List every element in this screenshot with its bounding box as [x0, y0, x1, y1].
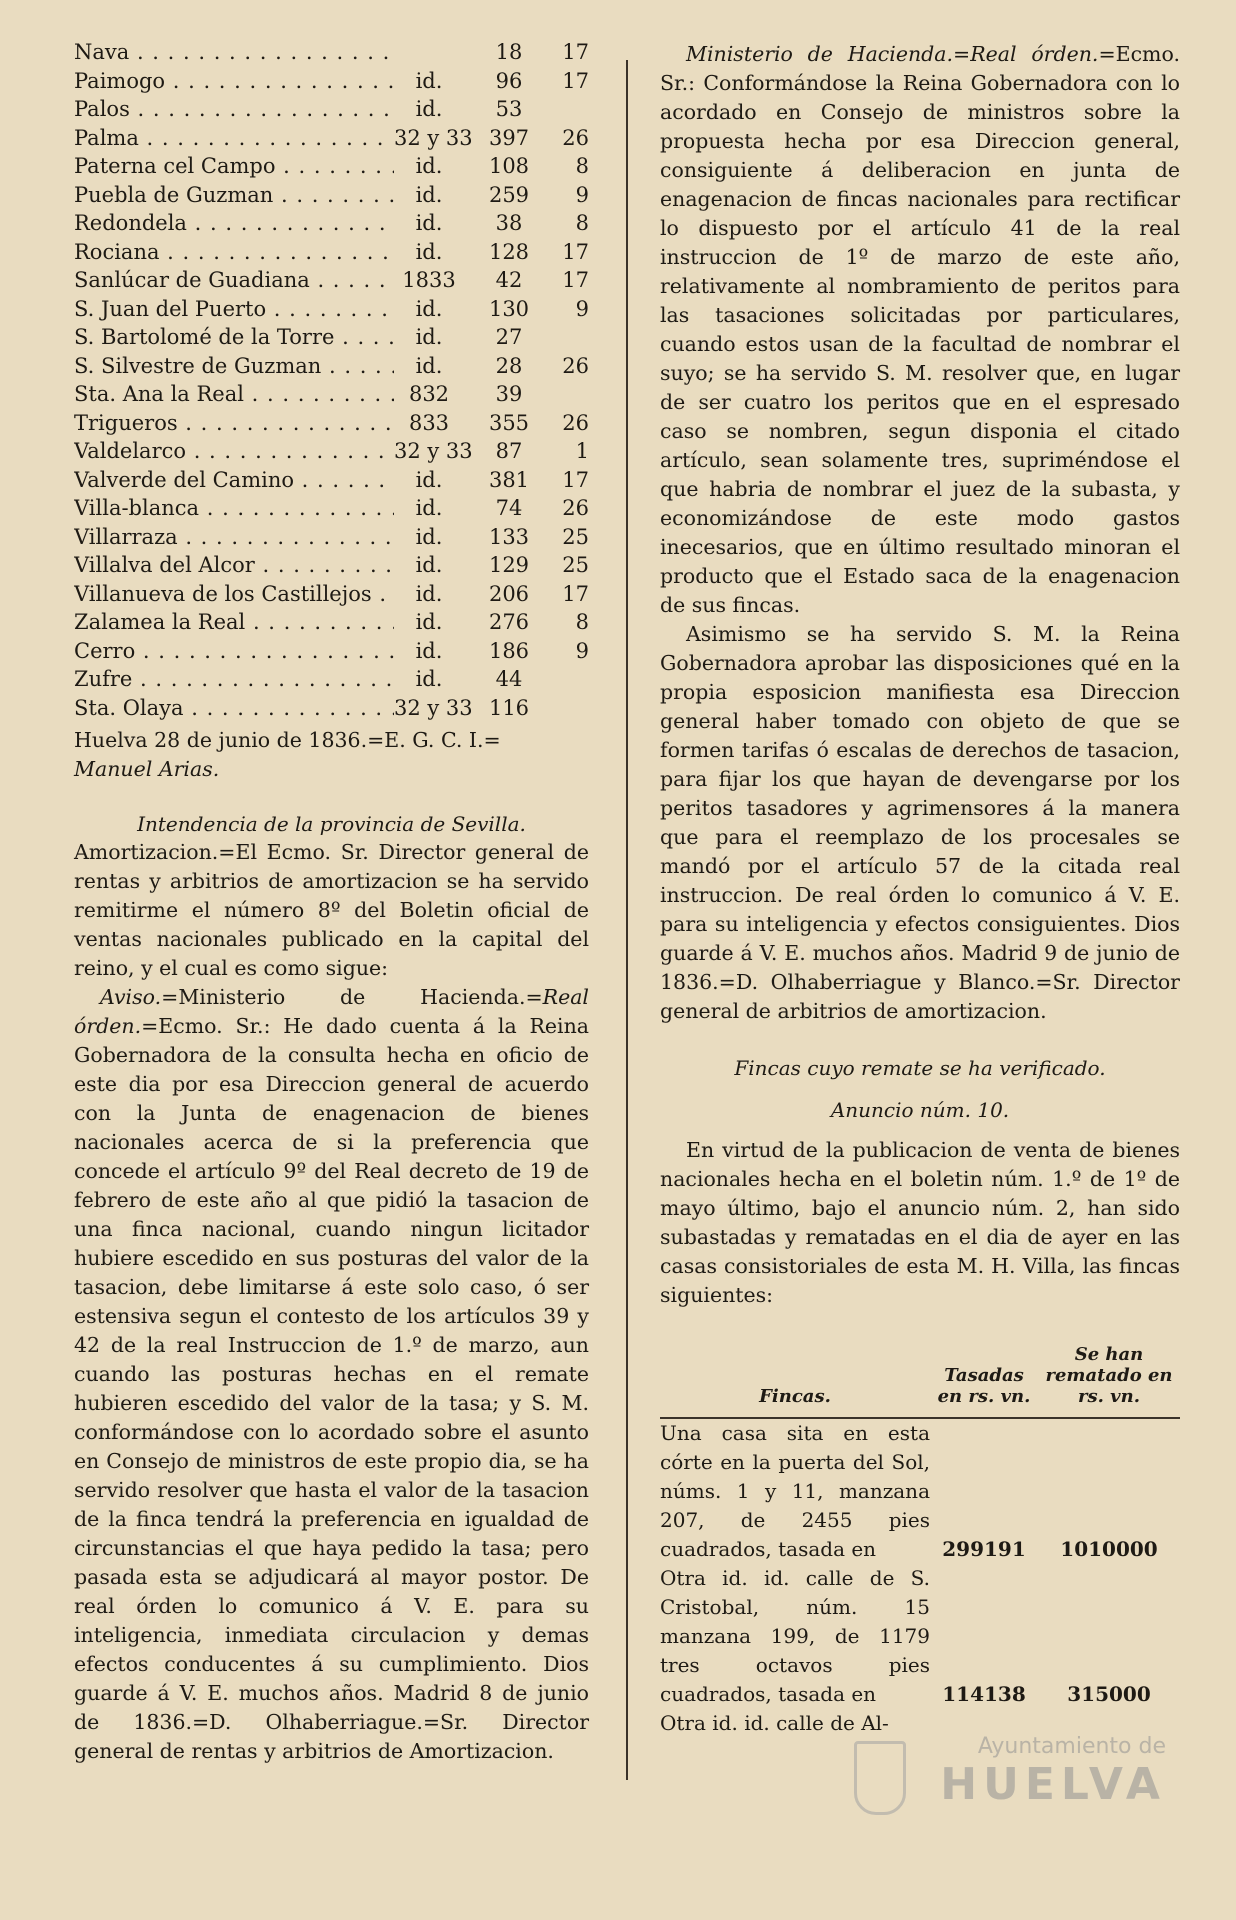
town-name: Rociana . . .: [74, 240, 394, 264]
amount-cell: 39: [495, 382, 523, 406]
amount-cell: 276: [488, 610, 530, 634]
watermark: [940, 1734, 1166, 1810]
town-name: Palos . . .: [74, 97, 394, 121]
amount-cell: 355: [488, 410, 530, 435]
tasada-value: 114138: [942, 1682, 1026, 1706]
balance-cell: 17: [562, 40, 589, 64]
town-name: S. Silvestre de Guzman . . .: [74, 354, 394, 378]
table-row: [74, 183, 589, 212]
table-row: [74, 610, 589, 639]
year-cell: 32 y 33: [394, 125, 473, 150]
fincas-table: [660, 1340, 1180, 1738]
amount-cell: 206: [488, 581, 530, 606]
year-cell: id.: [415, 667, 443, 691]
balance-cell: 26: [562, 496, 589, 520]
balance-cell: 17: [562, 581, 589, 606]
amount-cell: 133: [488, 524, 530, 549]
balance-cell: 17: [562, 467, 589, 492]
finca-description: Otra id. id. calle de Al-: [660, 1711, 889, 1735]
amount-cell: 18: [495, 40, 523, 64]
balance-cell: 9: [575, 182, 589, 207]
table-row: [74, 211, 589, 240]
amount-cell: 27: [495, 325, 523, 349]
left-column: [74, 40, 589, 1766]
year-cell: id.: [415, 467, 443, 492]
town-name: Cerro . . .: [74, 639, 394, 663]
town-name: Valdelarco . . .: [74, 439, 394, 463]
year-cell: id.: [415, 182, 443, 207]
year-cell: id.: [415, 581, 443, 606]
balance-cell: 9: [575, 638, 589, 663]
header-fincas: Fincas.: [660, 1340, 930, 1418]
table-row: [74, 354, 589, 383]
table-row: [74, 411, 589, 440]
year-cell: 833: [408, 410, 450, 435]
town-name: S. Bartolomé de la Torre . . .: [74, 325, 394, 349]
amount-cell: 28: [495, 353, 523, 378]
huelva-date-line: Huelva 28 de junio de 1836.=E. G. C. I.=: [74, 728, 501, 752]
amount-cell: 129: [488, 553, 530, 577]
table-row: [660, 1418, 1180, 1564]
amount-cell: 128: [488, 239, 530, 264]
ministerio-paragraph: Ministerio de Hacienda.=Real órden.=Ecmo. Sr.: Conformándose la Reina Gobernadora con lo acordado en Consejo de ministros sobre la propuesta hecha por esa Direccion general, consiguiente á deliberacion en junta de enagenacion de fincas nacionales para rectificar lo dispuesto por el artículo 41 de la real instruccion de 1º de marzo de este año, relativamente al nombramiento de peritos para las tasaciones solicitadas por particulares, cuando estos usan de la facultad de nombrar el suyo; se ha servido S. M. resolver que, en lugar de ser cuatro los peritos que en el espresado caso se nombren, segun disponia el citado artículo, sean solamente tres, supriméndose el que habria de nombrar el juez de la subasta, y economizándose de este modo gastos inecesarios, que en último resultado minoran el producto que el Estado saca de la enagenacion de sus fincas.: [660, 42, 1180, 617]
town-name: Valverde del Camino . . .: [74, 468, 394, 492]
amount-cell: 42: [495, 268, 523, 292]
fincas-heading: Fincas cuyo remate se ha verificado.: [734, 1056, 1106, 1080]
table-row: [74, 325, 589, 354]
table-row: [74, 97, 589, 126]
amount-cell: 44: [495, 667, 523, 691]
tasada-value: 299191: [942, 1537, 1026, 1561]
town-name: S. Juan del Puerto . . .: [74, 297, 394, 321]
table-row: [74, 126, 589, 155]
year-cell: 1833: [402, 268, 456, 292]
asimismo-paragraph: Asimismo se ha servido S. M. la Reina Gobernadora aprobar las disposiciones qué en la propia esposicion manifiesta esa Direccion general haber tomado con objeto de que se formen tarifas ó escalas de derechos de tasacion, para fijar los que hayan de devengarse por los peritos tasadores y agrimensores á la manera que para el reemplazo de los procesales se mandó por el artículo 57 de la citada real instruccion. De real órden lo comunico á V. E. para su inteligencia y efectos consiguientes. Dios guarde á V. E. muchos años. Madrid 9 de junio de 1836.=D. Olhaberriague y Blanco.=Sr. Director general de arbitrios de amortizacion.: [660, 622, 1180, 1023]
amount-cell: 87: [495, 439, 523, 463]
balance-cell: 25: [562, 524, 589, 549]
table-row: [660, 1564, 1180, 1709]
year-cell: 832: [408, 382, 450, 406]
right-column: [660, 40, 1180, 1738]
balance-cell: 1: [575, 439, 589, 463]
year-cell: id.: [415, 296, 443, 321]
finca-description: Una casa sita en esta córte en la puerta del Sol, núms. 1 y 11, manzana 207, de 2455 pies cuadrados, tasada en: [660, 1421, 930, 1561]
table-row: [74, 696, 589, 725]
amount-cell: 116: [488, 695, 530, 720]
table-row: [74, 525, 589, 554]
table-row: [74, 69, 589, 98]
balance-cell: 8: [575, 211, 589, 235]
town-name: Sta. Olaya . . .: [74, 696, 394, 720]
amortizacion-paragraph: Amortizacion.=El Ecmo. Sr. Director general de rentas y arbitrios de amortizacion se ha servido remitirme el número 8º del Boletin oficial de ventas nacionales publicado en la capital del reino, y el cual es como sigue:: [74, 840, 589, 980]
year-cell: id.: [415, 553, 443, 577]
town-name: Villanueva de los Castillejos . . .: [74, 582, 394, 606]
year-cell: id.: [415, 97, 443, 121]
table-row: [74, 582, 589, 611]
amount-cell: 53: [495, 97, 523, 121]
watermark-line1: Ayuntamiento de: [977, 1734, 1166, 1759]
table-row: [74, 496, 589, 525]
town-name: Palma . . .: [74, 126, 394, 150]
remate-value: 315000: [1067, 1682, 1151, 1706]
town-name: Puebla de Guzman . . .: [74, 183, 394, 207]
town-name: Paimogo . . .: [74, 69, 394, 93]
year-cell: id.: [415, 239, 443, 264]
year-cell: id.: [415, 211, 443, 235]
table-row: [74, 439, 589, 468]
town-list: [74, 40, 589, 724]
town-name: Paterna cel Campo . . .: [74, 154, 394, 178]
en-virtud-paragraph: En virtud de la publicacion de venta de bienes nacionales hecha en el boletin núm. 1.º de 1º de mayo último, bajo el anuncio núm. 2, han sido subastadas y rematadas en el dia de ayer en las casas consistoriales de esta M. H. Villa, las fincas siguientes:: [660, 1138, 1180, 1307]
year-cell: id.: [415, 325, 443, 349]
balance-cell: 17: [562, 239, 589, 264]
town-name: Zalamea la Real . . .: [74, 610, 394, 634]
header-rematado: Se han rematado en rs. vn.: [1038, 1340, 1180, 1418]
table-row: [74, 297, 589, 326]
year-cell: 32 y 33: [394, 439, 473, 463]
column-divider: [626, 60, 628, 1780]
header-tasadas: Tasadas en rs. vn.: [930, 1340, 1038, 1418]
town-name: Nava . . .: [74, 40, 394, 64]
signature-name: Manuel Arias.: [74, 757, 220, 781]
year-cell: id.: [415, 638, 443, 663]
aviso-paragraph: Aviso.=Ministerio de Hacienda.=Real órden.=Ecmo. Sr.: He dado cuenta á la Reina Gobernadora de la consulta hecha en oficio de este dia por esa Direccion general de acuerdo con la Junta de enagenacion de bienes nacionales acerca de si la preferencia que concede el artículo 9º del Real decreto de 19 de febrero de este año al que pidió la tasacion de una finca nacional, cuando ningun licitador hubiere escedido en sus posturas del valor de la tasacion, debe limitarse á este solo caso, ó ser estensiva segun el contesto de los artículos 39 y 42 de la real Instruccion de 1.º de marzo, aun cuando las posturas hechas en el remate hubieren escedido del valor de la tasa; y S. M. conformándose con lo acordado sobre el asunto en Consejo de ministros de este propio dia, se ha servido resolver que hasta el valor de la tasacion de la finca tendrá la preferencia en igualdad de circunstancias el que haya pedido la tasa; pero pasada esta se adjudicará al mayor postor. De real órden lo comunico á V. E. para su inteligencia, inmediata circulacion y demas efectos conducentes á su cumplimiento. Dios guarde á V. E. muchos años. Madrid 8 de junio de 1836.=D. Olhaberriague.=Sr. Director general de rentas y arbitrios de Amortizacion.: [74, 985, 589, 1763]
balance-cell: 26: [562, 353, 589, 378]
town-name: Trigueros . . .: [74, 411, 394, 435]
balance-cell: 25: [562, 553, 589, 577]
table-row: [74, 154, 589, 183]
amount-cell: 397: [488, 125, 530, 150]
remate-value: 1010000: [1060, 1537, 1158, 1561]
town-name: Villarraza . . .: [74, 525, 394, 549]
table-row: [74, 382, 589, 411]
year-cell: id.: [415, 496, 443, 520]
town-name: Villa-blanca . . .: [74, 496, 394, 520]
balance-cell: 17: [562, 268, 589, 292]
table-row: [74, 40, 589, 69]
amount-cell: 381: [488, 467, 530, 492]
balance-cell: 8: [575, 610, 589, 634]
table-row: [74, 639, 589, 668]
table-row: [74, 468, 589, 497]
amount-cell: 74: [495, 496, 523, 520]
table-row: [74, 268, 589, 297]
year-cell: id.: [415, 353, 443, 378]
year-cell: id.: [415, 610, 443, 634]
year-cell: id.: [415, 154, 443, 178]
town-name: Sanlúcar de Guadiana . . .: [74, 268, 394, 292]
balance-cell: 26: [562, 410, 589, 435]
intendencia-heading: Intendencia de la provincia de Sevilla.: [137, 812, 526, 836]
table-row: [74, 667, 589, 696]
town-name: Sta. Ana la Real . . .: [74, 382, 394, 406]
crest-icon: [854, 1741, 906, 1815]
watermark-line2: HUELVA: [940, 1759, 1166, 1810]
year-cell: id.: [415, 68, 443, 93]
amount-cell: 38: [495, 211, 523, 235]
amount-cell: 108: [488, 154, 530, 178]
balance-cell: 8: [575, 154, 589, 178]
amount-cell: 259: [488, 182, 530, 207]
table-row: [74, 553, 589, 582]
amount-cell: 96: [495, 68, 523, 93]
anuncio-heading: Anuncio núm. 10.: [830, 1098, 1010, 1122]
year-cell: 32 y 33: [394, 695, 473, 720]
balance-cell: 9: [575, 296, 589, 321]
table-row: [74, 240, 589, 269]
town-name: Zufre . . .: [74, 667, 394, 691]
balance-cell: 26: [562, 125, 589, 150]
year-cell: id.: [415, 524, 443, 549]
balance-cell: 17: [562, 68, 589, 93]
finca-description: Otra id. id. calle de S. Cristobal, núm. 15 manzana 199, de 1179 tres octavos pies cuadrados, tasada en: [660, 1566, 930, 1706]
amount-cell: 130: [488, 296, 530, 321]
amount-cell: 186: [488, 638, 530, 663]
town-name: Villalva del Alcor . . .: [74, 553, 394, 577]
town-name: Redondela . . .: [74, 211, 394, 235]
